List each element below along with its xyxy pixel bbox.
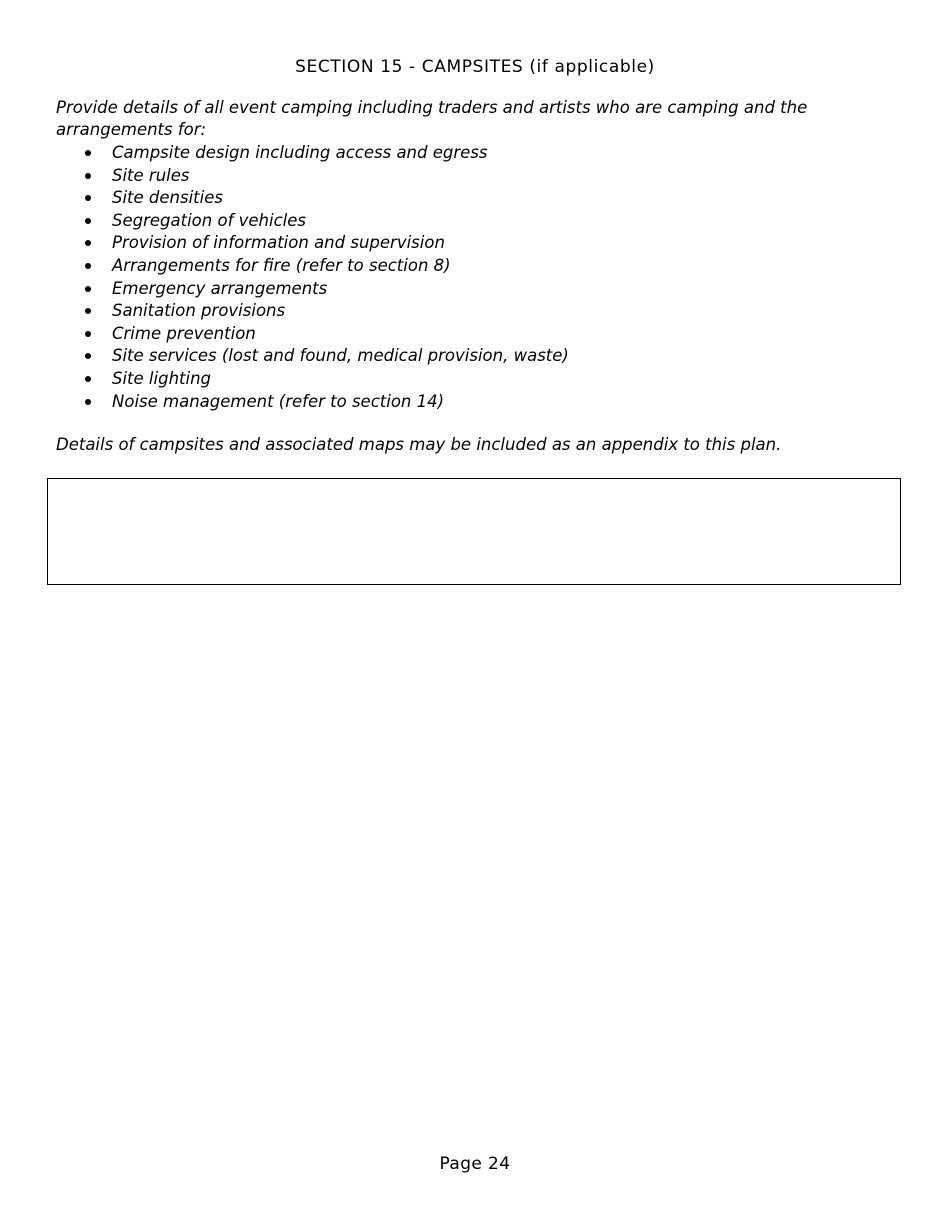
list-item-text: Segregation of vehicles [112, 210, 306, 230]
list-item [56, 232, 569, 255]
list-item-text: Site rules [112, 165, 190, 185]
list-item [56, 210, 569, 233]
list-item-text: Arrangements for fire (refer to section 8) [112, 255, 451, 275]
bullet-icon [85, 286, 91, 292]
bullet-icon [85, 376, 91, 382]
list-item [56, 345, 569, 368]
list-item-text: Emergency arrangements [112, 278, 328, 298]
bullet-icon [85, 331, 91, 337]
list-item-text: Crime prevention [112, 323, 256, 343]
list-item-text: Site lighting [112, 368, 212, 388]
list-item [56, 142, 569, 165]
bullet-icon [85, 263, 91, 269]
list-item-text: Campsite design including access and egress [112, 143, 488, 162]
requirements-list [56, 142, 569, 413]
bullet-icon [85, 173, 91, 179]
list-item [56, 368, 569, 391]
bullet-icon [85, 150, 91, 156]
list-item-text: Noise management (refer to section 14) [112, 391, 445, 411]
campsite-details-field[interactable] [47, 478, 901, 585]
list-item-text: Provision of information and supervision [112, 233, 445, 253]
appendix-note: Details of campsites and associated maps may be included as an appendix to this plan. [56, 435, 782, 454]
bullet-icon [85, 353, 91, 359]
list-item [56, 391, 569, 414]
section-title: SECTION 15 - CAMPSITES (if applicable) [295, 57, 655, 77]
bullet-icon [85, 218, 91, 224]
list-item-text: Site services (lost and found, medical provision, waste) [112, 346, 569, 366]
bullet-icon [85, 399, 91, 405]
list-item [56, 187, 569, 210]
bullet-icon [85, 308, 91, 314]
list-item-text: Sanitation provisions [112, 301, 286, 321]
list-item [56, 165, 569, 188]
list-item [56, 255, 569, 278]
list-item [56, 323, 569, 346]
bullet-icon [85, 240, 91, 246]
list-item-text: Site densities [112, 188, 223, 208]
bullet-icon [85, 195, 91, 201]
page-number: Page 24 [439, 1154, 511, 1174]
list-item [56, 300, 569, 323]
intro-paragraph: Provide details of all event camping including traders and artists who are camping and the arrangements for: [56, 98, 808, 139]
list-item [56, 278, 569, 301]
